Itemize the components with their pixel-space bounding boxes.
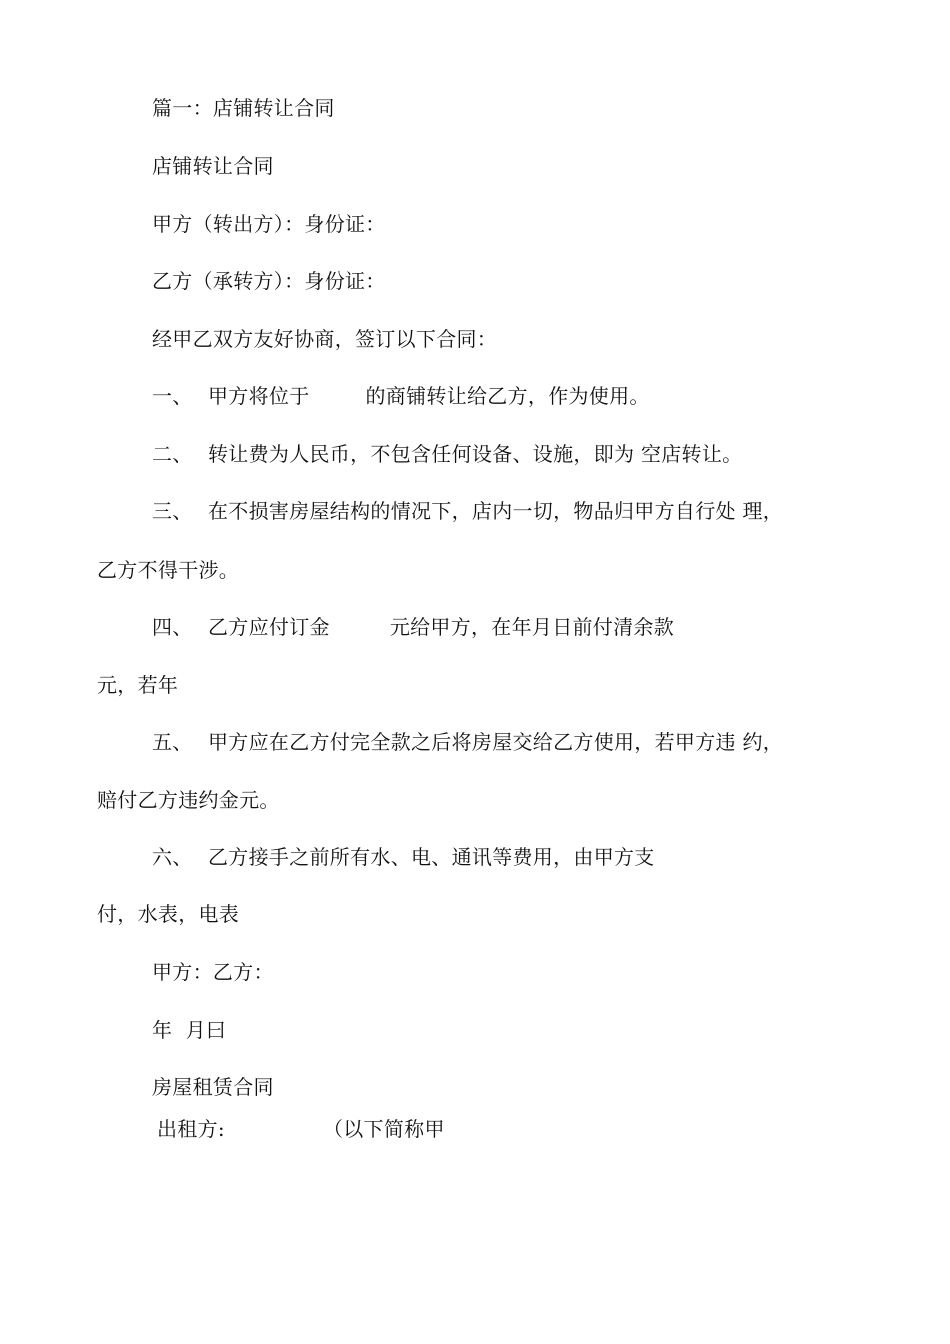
signature-line: 甲方：乙方： bbox=[152, 960, 274, 984]
clause-text: 乙方应付订金 bbox=[208, 615, 330, 639]
clause-number: 二、 bbox=[152, 442, 193, 466]
contract-title: 店铺转让合同 bbox=[152, 154, 274, 178]
clause-2 bbox=[152, 440, 742, 468]
clause-number: 一、 bbox=[152, 384, 193, 408]
clause-text: 在不损害房屋结构的情况下，店内一切，物品归甲方自行处 理， bbox=[208, 499, 784, 523]
clause-6 bbox=[152, 843, 655, 871]
clause-text: 元给甲方，在年月日前付清余款 bbox=[389, 615, 675, 639]
lessor-line bbox=[157, 1115, 445, 1143]
clause-text: 甲方将位于 bbox=[208, 384, 310, 408]
clause-text: 的商铺转让给乙方，作为使用。 bbox=[365, 384, 650, 408]
second-contract-title: 房屋租赁合同 bbox=[152, 1075, 274, 1099]
clause-4-continuation: 元，若年 bbox=[97, 673, 179, 697]
party-b-line: 乙方（承转方）：身份证： bbox=[152, 269, 386, 293]
clause-number: 四、 bbox=[152, 615, 193, 639]
clause-6-continuation: 付，水表，电表 bbox=[97, 902, 240, 926]
clause-4 bbox=[152, 613, 674, 641]
preamble: 经甲乙双方友好协商，签订以下合同： bbox=[152, 327, 498, 351]
clause-text: 甲方应在乙方付完全款之后将房屋交给乙方使用，若甲方违 约， bbox=[208, 730, 784, 754]
lessor-note: （以下简称甲 bbox=[322, 1117, 445, 1141]
clause-number: 三、 bbox=[152, 499, 193, 523]
clause-text: 转让费为人民币，不包含任何设备、设施，即为 空店转让。 bbox=[208, 442, 743, 466]
clause-1 bbox=[152, 382, 650, 410]
clause-number: 五、 bbox=[152, 730, 193, 754]
party-a-line: 甲方（转出方）：身份证： bbox=[152, 212, 386, 236]
lessor-label: 出租方: bbox=[157, 1117, 225, 1141]
clause-5-continuation: 赔付乙方违约金元。 bbox=[97, 788, 280, 812]
date-line: 年 月曰 bbox=[152, 1018, 227, 1042]
clause-number: 六、 bbox=[152, 845, 193, 869]
clause-5 bbox=[152, 728, 783, 756]
clause-3 bbox=[152, 497, 783, 525]
clause-3-continuation: 乙方不得干涉。 bbox=[97, 558, 240, 582]
clause-text: 乙方接手之前所有水、电、通讯等费用，由甲方支 bbox=[208, 845, 655, 869]
section-heading: 篇一：店铺转让合同 bbox=[152, 96, 335, 120]
